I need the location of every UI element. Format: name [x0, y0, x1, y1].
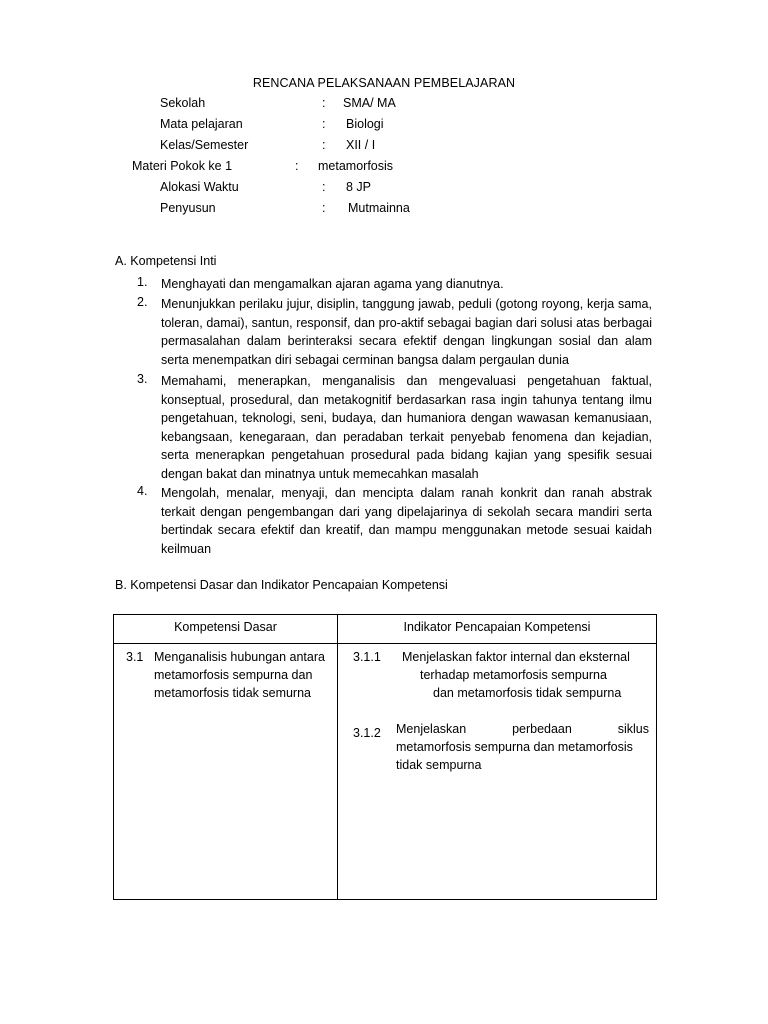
- info-colon: :: [295, 159, 299, 173]
- info-value: 8 JP: [346, 180, 372, 194]
- info-value: SMA/ MA: [343, 96, 396, 110]
- indicator-text-line: Menjelaskan faktor internal dan eksternal: [402, 650, 630, 664]
- section-heading-kompetensi-inti: A. Kompetensi Inti: [115, 254, 217, 268]
- indicator-word: siklus: [617, 722, 649, 736]
- info-value: Biologi: [346, 117, 384, 131]
- info-label: Alokasi Waktu: [160, 180, 239, 194]
- kd-text-line: Menganalisis hubungan antara: [154, 650, 325, 664]
- indicator-text-line: [396, 720, 649, 739]
- info-label: Materi Pokok ke 1: [132, 159, 233, 173]
- table-header-divider: [114, 643, 656, 644]
- info-label: Penyusun: [160, 201, 216, 215]
- indicator-word: perbedaan: [512, 722, 572, 736]
- list-item-number: 3.: [137, 372, 148, 386]
- table-header-kompetensi-dasar: Kompetensi Dasar: [174, 620, 277, 634]
- list-item-number: 1.: [137, 275, 148, 289]
- indicator-number: 3.1.2: [353, 726, 381, 740]
- indicator-text-line: terhadap metamorfosis sempurna: [420, 668, 607, 682]
- section-heading-kompetensi-dasar: B. Kompetensi Dasar dan Indikator Pencapaian Kompetensi: [115, 578, 448, 592]
- info-value: Mutmainna: [348, 201, 410, 215]
- info-value: metamorfosis: [318, 159, 394, 173]
- list-item-text: Menghayati dan mengamalkan ajaran agama yang dianutnya.: [161, 277, 504, 291]
- info-colon: :: [322, 201, 326, 215]
- indicator-text-line: tidak sempurna: [396, 758, 482, 772]
- kd-text-line: metamorfosis sempurna dan: [154, 668, 313, 682]
- list-item-number: 2.: [137, 295, 148, 309]
- document-title: RENCANA PELAKSANAAN PEMBELAJARAN: [252, 76, 516, 90]
- table-column-divider: [337, 615, 338, 899]
- kd-number: 3.1: [126, 650, 144, 664]
- table-header-indikator: Indikator Pencapaian Kompetensi: [403, 620, 591, 634]
- info-label: Sekolah: [160, 96, 206, 110]
- list-item-text: Mengolah, menalar, menyaji, dan mencipta dalam ranah konkrit dan ranah abstrak terkait dengan pengembangan dari yang dipelajarinya di sekolah secara mandiri serta bertindak secara efektif dan kreatif, dan mampu menggunakan metode sesuai kaidah keilmuan: [161, 486, 652, 556]
- info-colon: :: [322, 117, 326, 131]
- info-colon: :: [322, 96, 326, 110]
- info-colon: :: [322, 180, 326, 194]
- kompetensi-dasar-table: [113, 614, 657, 900]
- info-value: XII / I: [346, 138, 376, 152]
- kd-text-line: metamorfosis tidak semurna: [154, 686, 312, 700]
- info-label: Kelas/Semester: [160, 138, 249, 152]
- info-label: Mata pelajaran: [160, 117, 243, 131]
- info-colon: :: [322, 138, 326, 152]
- indicator-text-line: metamorfosis sempurna dan metamorfosis: [396, 740, 633, 754]
- list-item-text: Menunjukkan perilaku jujur, disiplin, tanggung jawab, peduli (gotong royong, kerja sama, toleran, damai), santun, responsif, dan pro-aktif sebagai bagian dari solusi atas berbagai permasalahan dalam berinteraksi secara efektif dengan lingkungan sosial dan alam serta menempatkan diri sebagai cerminan bangsa dalam pergaulan dunia: [161, 297, 652, 367]
- indicator-word: Menjelaskan: [396, 722, 467, 736]
- indicator-text-line: dan metamorfosis tidak sempurna: [433, 686, 622, 700]
- list-item-text: Memahami, menerapkan, menganalisis dan mengevaluasi pengetahuan faktual, konseptual, prosedural, dan metakognitif berdasarkan rasa ingin tahunya tentang ilmu pengetahuan, teknologi, seni, budaya, dan humaniora dengan wawasan kemanusiaan, kebangsaan, kenegaraan, dan peradaban terkait penyebab fenomena dan kejadian, serta menerapkan pengetahuan prosedural pada bidang kajian yang spesifik sesuai dengan bakat dan minatnya untuk memecahkan masalah: [161, 374, 652, 481]
- list-item-number: 4.: [137, 484, 148, 498]
- indicator-number: 3.1.1: [353, 650, 381, 664]
